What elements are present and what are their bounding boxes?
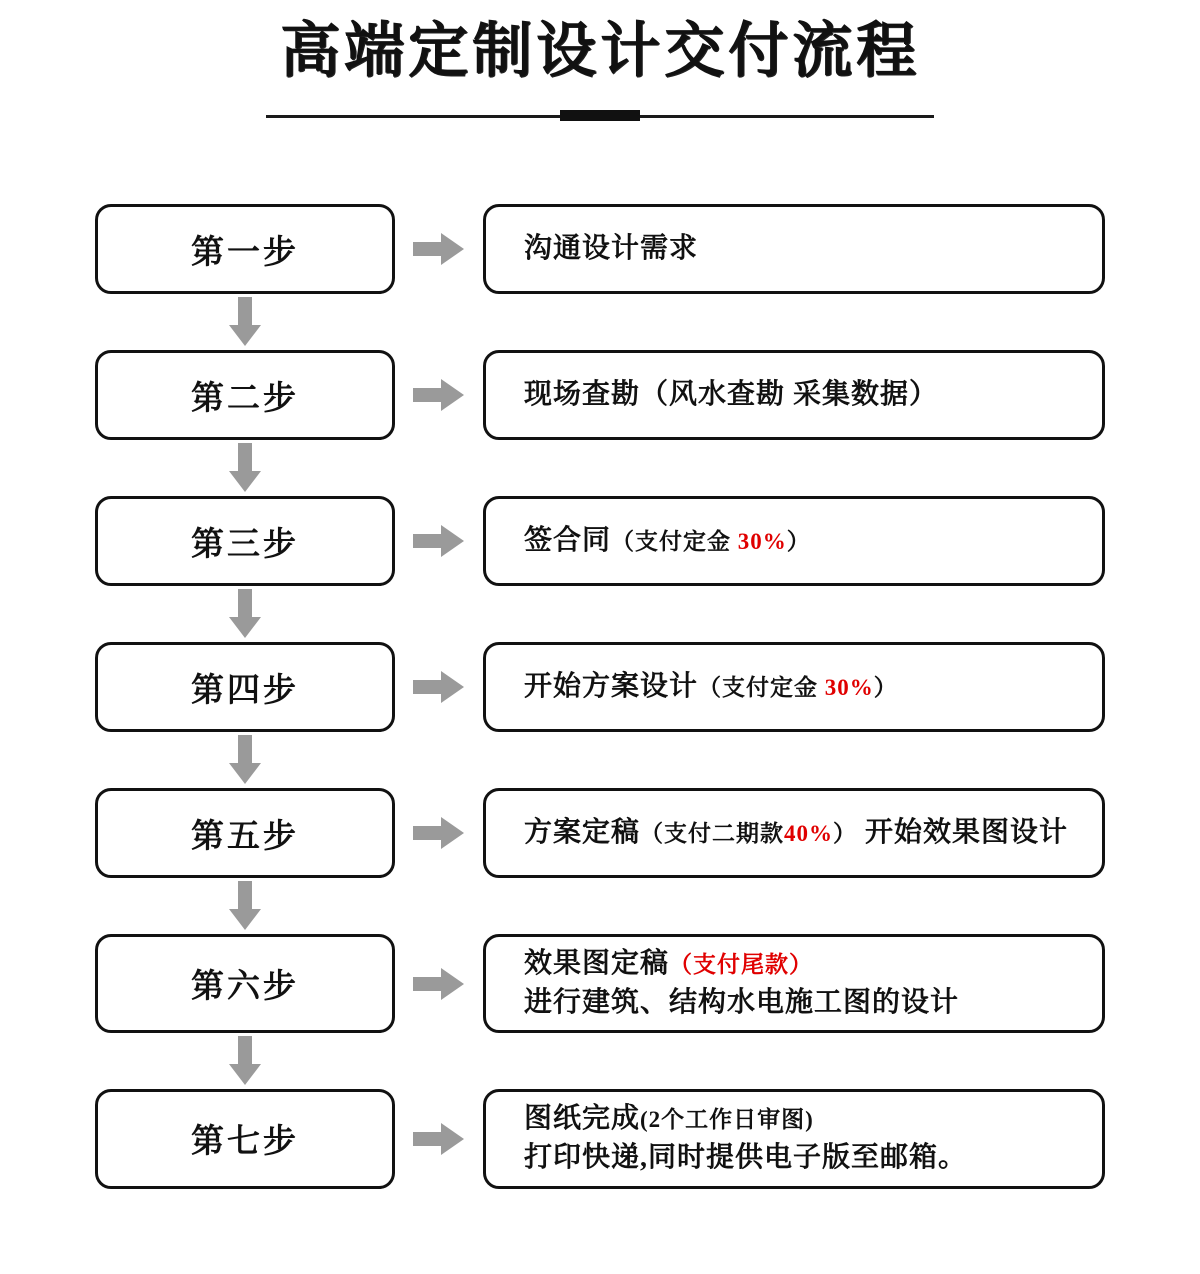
desc-segment: 图纸完成 [524,1103,641,1135]
step-label: 第五步 [191,818,299,855]
divider-center-block [560,110,640,121]
arrow-right-icon [395,788,483,878]
step-box[interactable] [95,788,395,878]
flow-connector [95,878,1105,934]
step-description-box[interactable] [483,496,1105,586]
desc-segment: 方案定稿 [524,816,641,848]
desc-segment: （ [669,952,694,977]
arrow-down-icon [223,589,267,639]
flow-connector [95,586,1105,642]
step-description-box[interactable] [483,788,1105,878]
flow-row [95,1089,1105,1188]
arrow-right-icon [395,204,483,294]
title-area [0,0,1200,122]
arrow-right-icon [395,350,483,440]
arrow-right-icon [395,934,483,1033]
arrow-down-icon [223,1036,267,1086]
flow-row [95,642,1105,732]
step-box[interactable] [95,204,395,294]
step-description-line [524,1139,1076,1178]
desc-segment: 签合同 [524,524,612,556]
arrow-down-icon [223,297,267,347]
desc-segment: 开始效果图设计 [857,816,1069,848]
flow-connector [95,1033,1105,1089]
flow-row [95,934,1105,1033]
step-description-box[interactable] [483,204,1105,294]
title-divider [266,110,934,122]
flow-connector [95,294,1105,350]
desc-segment: ） [833,820,858,846]
step-box[interactable] [95,350,395,440]
step-description-line [524,522,1076,561]
flow-row [95,496,1105,586]
flow-connector [95,440,1105,496]
desc-segment: ） [786,528,811,554]
desc-segment: 现场查勘（风水查勘 采集数据） [524,378,939,410]
desc-segment: 沟通设计需求 [524,232,699,264]
step-box[interactable] [95,1089,395,1188]
arrow-right-icon [395,496,483,586]
step-label: 第二步 [191,380,299,417]
desc-segment: （支付定金 [611,528,738,554]
step-label: 第三步 [191,526,299,563]
step-description-line [524,984,1076,1023]
desc-segment: 支付尾款 [693,952,790,977]
flow-connector [95,732,1105,788]
step-box[interactable] [95,934,395,1033]
step-label: 第四步 [191,672,299,709]
step-description-line [524,945,1076,984]
step-description-box[interactable] [483,934,1105,1033]
step-description-box[interactable] [483,350,1105,440]
step-description-line [524,668,1076,707]
process-flow [95,122,1105,1189]
desc-segment: （支付定金 [698,674,825,700]
desc-segment: 进行建筑、结构水电施工图的设计 [524,986,960,1018]
desc-segment: （支付二期款 [640,820,785,846]
desc-segment: ） [873,674,898,700]
desc-segment: ） [789,952,814,977]
step-label: 第七步 [191,1124,299,1161]
step-label: 第六步 [191,969,299,1006]
step-description-box[interactable] [483,1089,1105,1188]
arrow-down-icon [223,735,267,785]
desc-segment: (2个工作日审图) [640,1107,814,1133]
desc-segment: 开始方案设计 [524,670,699,702]
desc-segment: 30% [737,528,787,554]
step-label: 第一步 [191,234,299,271]
arrow-down-icon [223,443,267,493]
flow-row [95,788,1105,878]
step-box[interactable] [95,642,395,732]
arrow-right-icon [395,642,483,732]
step-description-box[interactable] [483,642,1105,732]
flow-row [95,350,1105,440]
desc-segment: 40% [784,820,834,846]
step-description-line [524,376,1076,415]
step-description-line [524,1100,1076,1139]
step-box[interactable] [95,496,395,586]
desc-segment: 效果图定稿 [524,948,670,979]
page-title: 高端定制设计交付流程 [280,18,920,84]
arrow-right-icon [395,1089,483,1188]
desc-segment: 打印快递,同时提供电子版至邮箱。 [524,1141,968,1173]
step-description-line [524,230,1076,269]
arrow-down-icon [223,881,267,931]
desc-segment: 30% [824,674,874,700]
step-description-line [524,814,1076,853]
flow-row [95,204,1105,294]
